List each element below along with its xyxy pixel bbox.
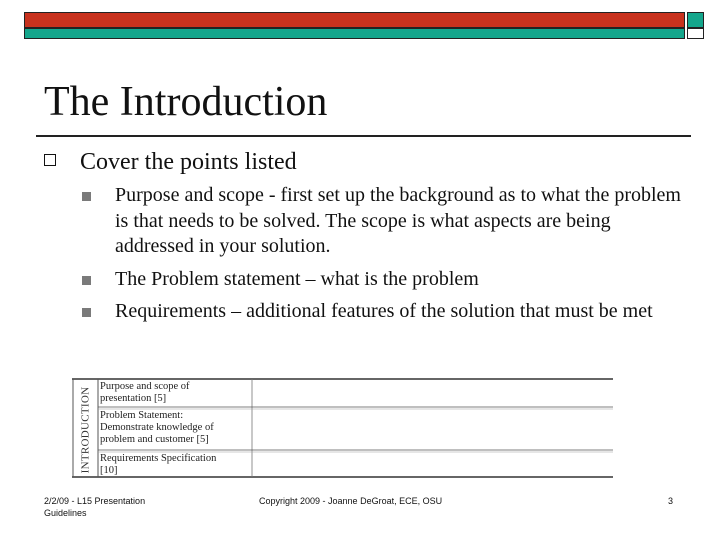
- sub-bullet-text: Purpose and scope - first set up the background as to what the problem is that needs to be solved. The scope is what aspects are being addressed in your solution.: [115, 184, 681, 257]
- square-bullet-icon: [82, 308, 91, 317]
- rubric-row-line: Demonstrate knowledge of: [100, 422, 214, 433]
- hollow-square-bullet-icon: [44, 154, 56, 166]
- sub-bullet-item: [82, 267, 682, 293]
- accent-decor-bar: [24, 28, 685, 39]
- footer-copyright: Copyright 2009 - Joanne DeGroat, ECE, OSU: [259, 496, 443, 506]
- rubric-row-line: presentation [5]: [100, 393, 167, 404]
- footer-date-title: 2/2/09 - L15 Presentation Guidelines: [44, 496, 146, 518]
- square-bullet-icon: [82, 192, 91, 201]
- rubric-row-line: [10]: [100, 465, 118, 476]
- title-divider: [36, 135, 691, 137]
- rubric-table-image: [72, 378, 613, 478]
- rubric-row: [100, 381, 190, 405]
- rubric-row: [100, 410, 214, 446]
- bullet-text: Cover the points listed: [80, 149, 297, 175]
- rubric-row: [100, 453, 216, 477]
- sub-bullet-list: [82, 183, 682, 332]
- sub-bullet-text: Requirements – additional features of the solution that must be met: [115, 300, 653, 322]
- square-bullet-icon: [82, 276, 91, 285]
- slide-title: The Introduction: [44, 79, 328, 125]
- top-decor-bar: [24, 12, 685, 28]
- page-number: 3: [668, 496, 674, 506]
- rubric-side-label: INTRODUCTION: [79, 386, 92, 474]
- rubric-row-line: Purpose and scope of: [100, 381, 190, 392]
- rubric-row-line: problem and customer [5]: [100, 434, 209, 445]
- sub-bullet-text: The Problem statement – what is the problem: [115, 267, 479, 290]
- rubric-row-line: Problem Statement:: [100, 410, 184, 421]
- corner-decor-square: [687, 12, 704, 28]
- corner-decor-square-outline: [687, 28, 704, 39]
- rubric-row-line: Requirements Specification: [100, 453, 217, 464]
- sub-bullet-item: [82, 183, 682, 260]
- sub-bullet-item: [82, 299, 682, 325]
